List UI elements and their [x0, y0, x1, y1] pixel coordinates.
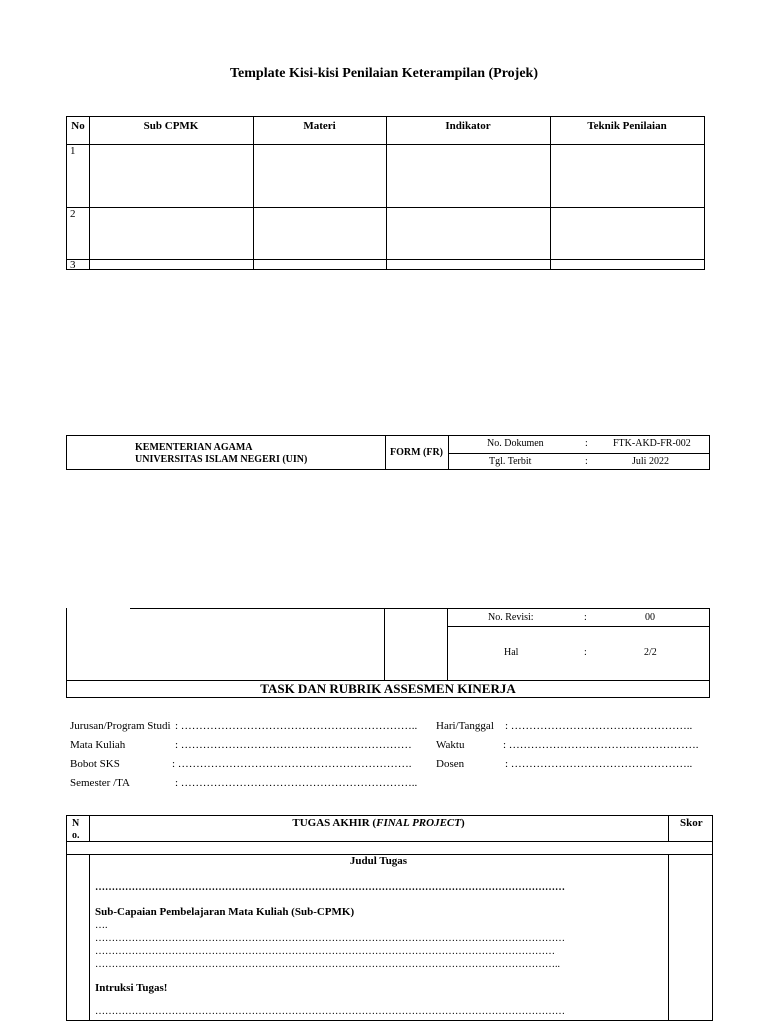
semester-field[interactable]: : ……………………………………………………….. — [175, 777, 418, 789]
date-field[interactable]: : ………………………………………….. — [505, 720, 693, 732]
lecturer-label: Dosen — [436, 758, 465, 770]
header-no-line1: N — [72, 818, 80, 829]
row-divider — [67, 207, 704, 208]
instructions-label: Intruksi Tugas! — [95, 982, 168, 994]
doc-number-value: FTK-AKD-FR-002 — [613, 438, 691, 449]
page-title: Template Kisi-kisi Penilaian Keterampilan (Projek) — [230, 66, 538, 81]
header-final-project-italic: FINAL PROJECT — [376, 817, 461, 829]
time-label: Waktu — [436, 739, 465, 751]
credits-field[interactable]: : ………………………………………………………. — [172, 758, 412, 770]
row-divider — [447, 626, 709, 627]
row-number: 3 — [70, 259, 76, 271]
header-score: Skor — [680, 817, 703, 829]
row-divider — [67, 841, 712, 842]
row-number: 1 — [70, 145, 76, 157]
issue-date-value: Juli 2022 — [632, 456, 669, 467]
sub-cpmk-field[interactable]: ………………………………………………………………………………………………………………………… — [95, 946, 555, 957]
task-title-field[interactable]: …………………………………………………………………………………………………………………………… — [95, 882, 565, 893]
colon: : — [585, 456, 588, 467]
header-teknik-penilaian: Teknik Penilaian — [587, 120, 667, 132]
credits-label: Bobot SKS — [70, 758, 120, 770]
col-divider — [668, 816, 669, 841]
page-label: Hal — [504, 647, 519, 658]
revision-label: No. Revisi: — [488, 612, 534, 623]
lecturer-field[interactable]: : ………………………………………….. — [505, 758, 693, 770]
sub-cpmk-field[interactable]: …………………………………………………………………………………………………………………………… — [95, 933, 565, 944]
final-project-table — [66, 815, 713, 1021]
col-divider — [386, 117, 387, 269]
header-no: No — [71, 120, 85, 132]
header-final-project-prefix: TUGAS AKHIR ( — [292, 817, 377, 829]
time-field[interactable]: : ……………………………………………. — [503, 739, 699, 751]
col-divider — [89, 117, 90, 269]
col-divider — [384, 608, 385, 681]
col-divider — [550, 117, 551, 269]
issue-date-label: Tgl. Terbit — [489, 456, 532, 467]
form-label: FORM (FR) — [389, 447, 444, 458]
page-value: 2/2 — [644, 647, 657, 658]
row-divider — [67, 144, 704, 145]
task-title-label: Judul Tugas — [349, 855, 408, 867]
university-name: UNIVERSITAS ISLAM NEGERI (UIN) — [135, 454, 308, 465]
header-materi: Materi — [303, 120, 336, 132]
header-no — [72, 818, 80, 842]
colon: : — [584, 612, 587, 623]
revision-box — [66, 608, 710, 698]
doc-number-label: No. Dokumen — [487, 438, 544, 449]
sub-cpmk-dots: …. — [95, 920, 108, 931]
course-field[interactable]: : ……………………………………………………… — [175, 739, 412, 751]
header-final-project — [89, 817, 668, 829]
row-number: 2 — [70, 208, 76, 220]
row-divider — [448, 453, 709, 454]
colon: : — [585, 438, 588, 449]
col-divider — [447, 608, 448, 681]
semester-label: Semester /TA — [70, 777, 130, 789]
col-divider — [89, 854, 90, 1020]
header-no-line2: o. — [72, 830, 80, 841]
header-sub-cpmk: Sub CPMK — [143, 120, 199, 132]
box-edge — [130, 608, 710, 609]
task-title: TASK DAN RUBRIK ASSESMEN KINERJA — [260, 681, 516, 696]
document-header — [66, 435, 710, 470]
course-label: Mata Kuliah — [70, 739, 126, 751]
ministry-name: KEMENTERIAN AGAMA — [135, 442, 253, 453]
row-divider — [67, 259, 704, 260]
date-label: Hari/Tanggal — [436, 720, 494, 732]
header-final-project-suffix: ) — [460, 817, 465, 829]
sub-cpmk-label: Sub-Capaian Pembelajaran Mata Kuliah (Sub-CPMK) — [95, 906, 355, 918]
revision-value: 00 — [645, 612, 655, 623]
col-divider — [668, 854, 669, 1020]
kisi-kisi-table — [66, 116, 705, 270]
sub-cpmk-field[interactable]: ………………………………………………………………………………………………………………………….. — [95, 959, 560, 970]
study-program-label: Jurusan/Program Studi — [70, 720, 171, 732]
header-indikator: Indikator — [445, 120, 491, 132]
instructions-field[interactable]: …………………………………………………………………………………………………………………………… — [95, 1006, 565, 1017]
colon: : — [584, 647, 587, 658]
study-program-field[interactable]: : ……………………………………………………….. — [175, 720, 418, 732]
box-edge — [66, 697, 710, 698]
col-divider — [253, 117, 254, 269]
